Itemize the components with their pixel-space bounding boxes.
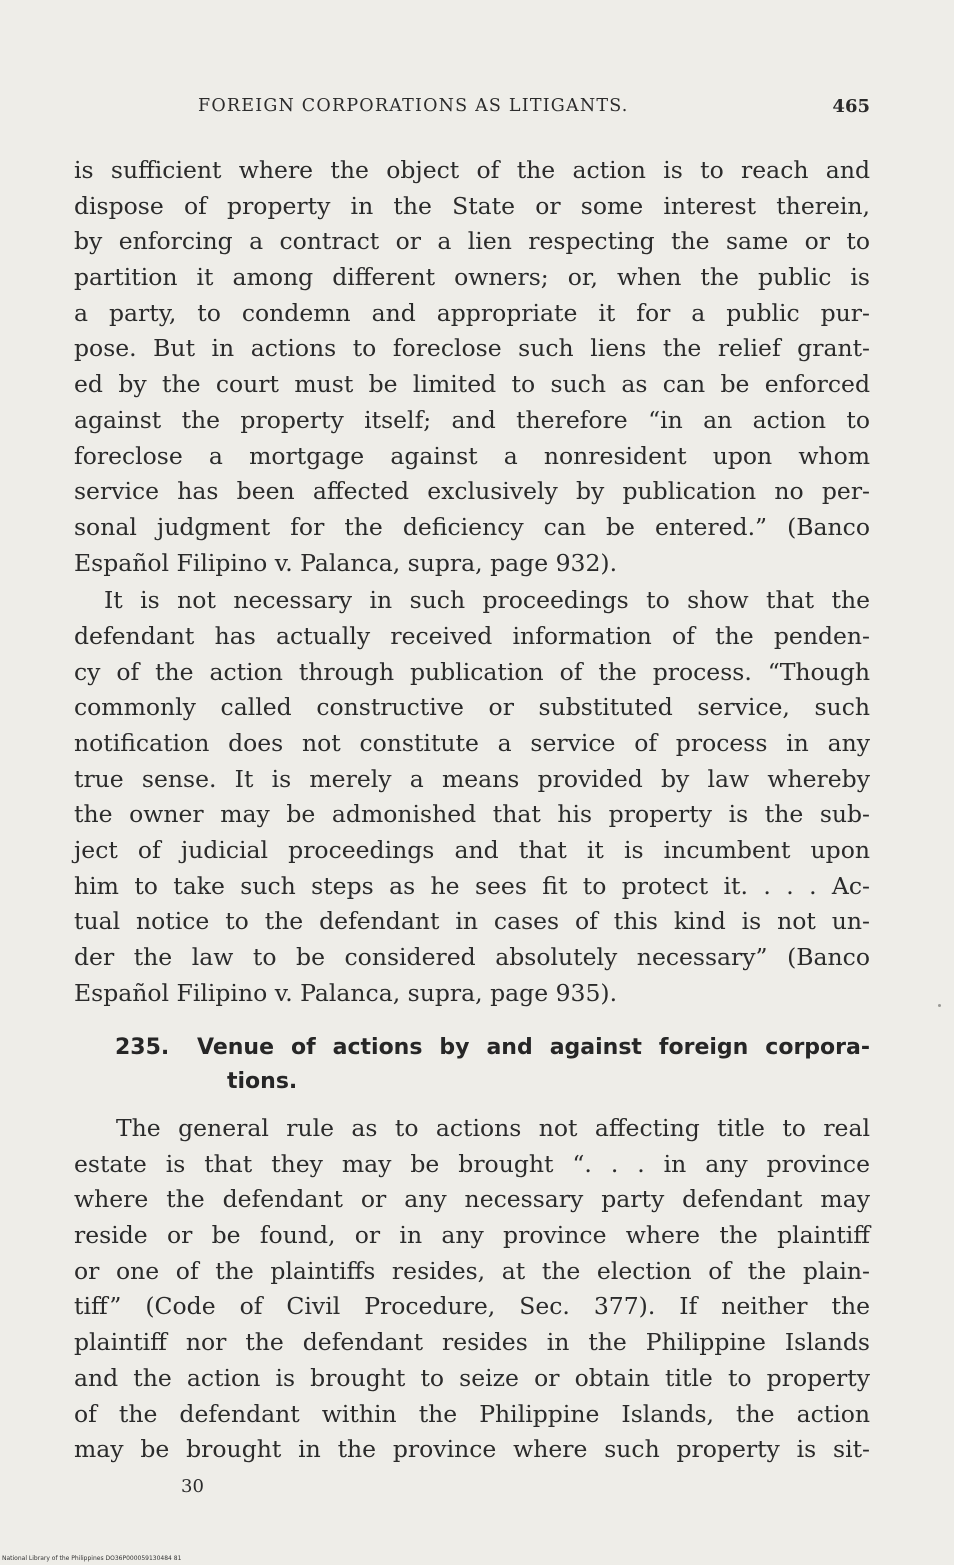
text-line: The general rule as to actions not affecting title to real	[116, 1114, 870, 1142]
text-line: against the property itself; and therefore “in an action to	[74, 405, 870, 434]
page-number: 465	[832, 96, 870, 117]
paragraph-notice	[74, 583, 870, 1011]
text-line: It is not necessary in such proceedings to show that the	[104, 586, 870, 615]
text-line: tiff” (Code of Civil Procedure, Sec. 377). If neither the	[74, 1292, 870, 1321]
text-line: him to take such steps as he sees fit to protect it. . . . Ac-	[74, 871, 870, 900]
footer-credit: National Library of the Philippines DO36P000059130484 81	[2, 1555, 182, 1562]
text-line: by enforcing a contract or a lien respecting the same or to	[74, 227, 870, 256]
running-title: FOREIGN CORPORATIONS AS LITIGANTS.	[198, 96, 629, 116]
text-line: cy of the action through publication of the process. “Though	[74, 657, 870, 686]
text-line: the owner may be admonished that his property is the sub-	[74, 800, 870, 829]
text-line: may be brought in the province where such property is sit-	[74, 1435, 870, 1464]
text-line: der the law to be considered absolutely necessary” (Banco	[74, 943, 870, 972]
text-line: where the defendant or any necessary party defendant may	[74, 1185, 870, 1214]
text-line: of the defendant within the Philippine Islands, the action	[74, 1399, 870, 1428]
text-line: ject of judicial proceedings and that it is incumbent upon	[74, 836, 870, 865]
text-line: partition it among different owners; or, when the public is	[74, 263, 870, 292]
text-line: true sense. It is merely a means provided by law whereby	[74, 764, 870, 793]
text-line: dispose of property in the State or some interest therein,	[74, 191, 870, 220]
text-line: or one of the plaintiffs resides, at the election of the plain-	[74, 1256, 870, 1285]
text-line: ed by the court must be limited to such as can be enforced	[74, 370, 870, 399]
text-line: and the action is brought to seize or obtain title to property	[74, 1363, 870, 1392]
body-text-lower	[74, 1111, 870, 1468]
text-line: estate is that they may be brought “. . . in any province	[74, 1149, 870, 1178]
running-head	[198, 96, 870, 126]
body-text-upper	[74, 153, 870, 1012]
text-line: notification does not constitute a service of process in any	[74, 729, 870, 757]
text-line: plaintiff nor the defendant resides in the Philippine Islands	[74, 1328, 870, 1357]
text-line: defendant has actually received information of the penden-	[74, 621, 870, 650]
text-line: Español Filipino v. Palanca, supra, page 935).	[74, 978, 618, 1007]
text-line: sonal judgment for the deficiency can be entered.” (Banco	[74, 512, 870, 541]
section-title-line-2: tions.	[227, 1069, 298, 1094]
signature-mark: 30	[181, 1476, 204, 1497]
text-line: tual notice to the defendant in cases of this kind is not un-	[74, 907, 870, 936]
text-line: pose. But in actions to foreclose such liens the relief grant-	[74, 334, 870, 363]
text-line: service has been affected exclusively by publication no per-	[74, 477, 870, 506]
text-line: reside or be found, or in any province where the plaintiff	[74, 1221, 870, 1250]
section-title-line-1: Venue of actions by and against foreign corpora-	[197, 1035, 870, 1060]
paper-speck	[938, 1004, 941, 1007]
text-line: Español Filipino v. Palanca, supra, page 932).	[74, 548, 618, 577]
section-number: 235.	[115, 1035, 170, 1060]
text-line: foreclose a mortgage against a nonresident upon whom	[74, 441, 870, 470]
paragraph-continued	[74, 153, 870, 581]
text-line: is sufficient where the object of the action is to reach and	[74, 156, 870, 184]
text-line: commonly called constructive or substituted service, such	[74, 693, 870, 722]
text-line: a party, to condemn and appropriate it for a public pur-	[74, 298, 870, 327]
